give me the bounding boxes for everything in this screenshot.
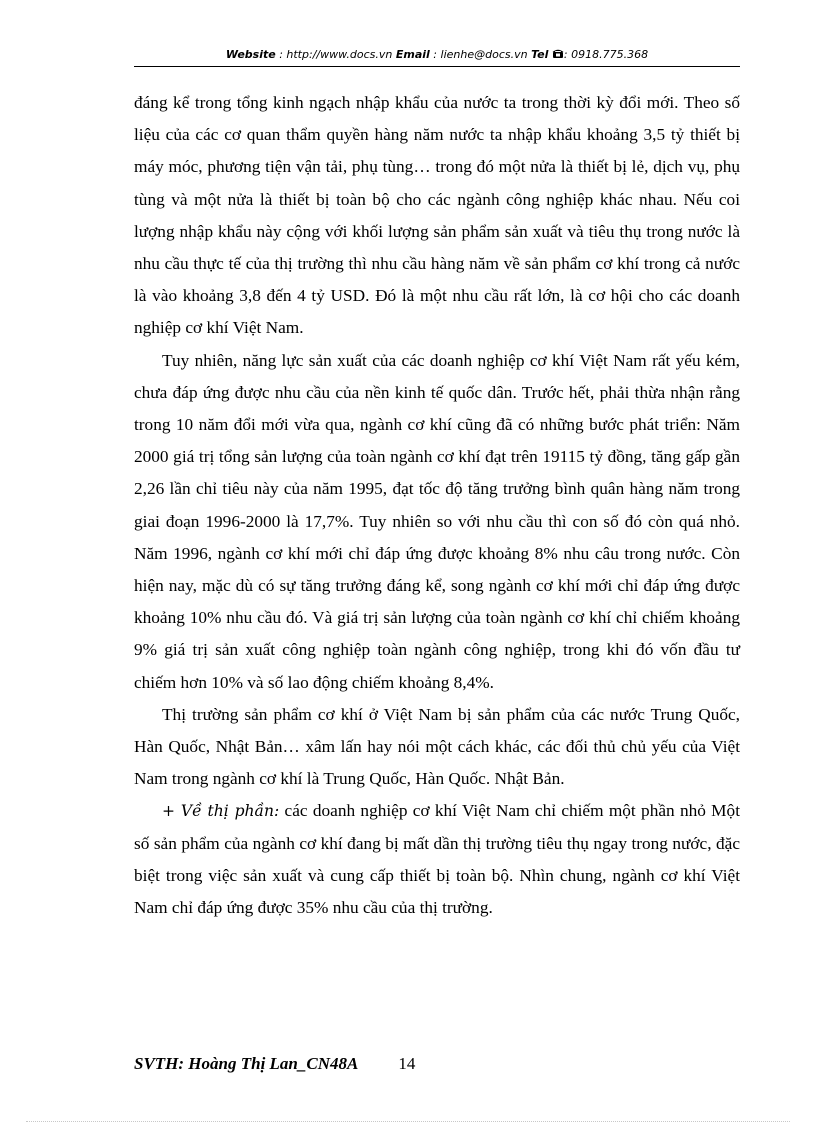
tel-label: Tel	[531, 48, 549, 61]
page-footer	[134, 1054, 415, 1074]
email-label: Email	[395, 48, 430, 61]
paragraph-1: đáng kể trong tổng kinh ngạch nhập khẩu của nước ta trong thời kỳ đổi mới. Theo số liệu của các cơ quan thẩm quyền hàng năm nước ta nhập khẩu khoảng 3,5 tỷ thiết bị máy móc, phương tiện vận tải, phụ tùng… trong đó một nửa là thiết bị lẻ, dịch vụ, phụ tùng và một nửa là thiết bị toàn bộ cho các ngành công nghiệp khác nhau. Nếu coi lượng nhập khẩu này cộng với khối lượng sản phẩm sản xuất và tiêu thụ trong nước là nhu cầu thực tế của thị trường thì nhu cầu hàng năm về sản phẩm cơ khí trong cả nước là vào khoảng 3,8 đến 4 tỷ USD. Đó là một nhu cầu rất lớn, là cơ hội cho các doanh nghiệp cơ khí Việt Nam.	[134, 93, 740, 338]
email-address[interactable]: : lienhe@docs.vn	[429, 48, 532, 61]
header-divider	[134, 66, 740, 67]
main-text	[134, 87, 740, 924]
paragraph-4-text: các doanh nghiệp cơ khí Việt Nam chỉ chiếm một phần nhỏ Một số sản phẩm của ngành cơ khí đang bị mất dần thị trường tiêu thụ ngay trong nước, đặc biệt trong việc sản xuất và cung cấp thiết bị toàn bộ. Nhìn chung, ngành cơ khí Việt Nam chỉ đáp ứng được 35% nhu cầu của thị trường.	[134, 801, 740, 918]
paragraph-2: Tuy nhiên, năng lực sản xuất của các doanh nghiệp cơ khí Việt Nam rất yếu kém, chưa đáp ứng được nhu cầu của nền kinh tế quốc dân. Trước hết, phải thừa nhận rằng trong 10 năm đổi mới vừa qua, ngành cơ khí cũng đã có những bước phát triển: Năm 2000 giá trị tổng sản lượng của toàn ngành cơ khí đạt trên 19115 tỷ đồng, tăng gấp gần 2,26 lần chỉ tiêu này của năm 1995, đạt tốc độ tăng trưởng bình quân hàng năm trong giai đoạn 1996-2000 là 17,7%. Tuy nhiên so với nhu cầu thì con số đó còn quá nhỏ. Năm 1996, ngành cơ khí mới chỉ đáp ứng được khoảng 8% nhu câu trong nước. Còn hiện nay, mặc dù có sự tăng trưởng đáng kể, song ngành cơ khí mới chỉ đáp ứng được khoảng 10% nhu cầu đó. Và giá trị sản lượng của toàn ngành cơ khí chỉ chiếm khoảng 9% giá trị sản xuất công nghiệp toàn ngành công nghiệp, trong khi đó vốn đầu tư chiếm hơn 10% và số lao động chiếm khoảng 8,4%.	[134, 350, 740, 692]
website-url[interactable]: : http://www.docs.vn	[275, 48, 396, 61]
page-number: 14	[398, 1054, 416, 1073]
website-label: Website	[225, 48, 276, 61]
page-header	[134, 48, 740, 61]
paragraph-3: Thị trường sản phẩm cơ khí ở Việt Nam bị sản phẩm của các nước Trung Quốc, Hàn Quốc, Nhật Bản… xâm lấn hay nói một cách khác, các đối thủ chủ yếu của Việt Nam trong ngành cơ khí là Trung Quốc, Hàn Quốc. Nhật Bản.	[134, 704, 740, 789]
market-share-label: + Về thị phần:	[162, 802, 280, 821]
tel-number: : 0918.775.368	[563, 48, 649, 61]
page-bottom-border	[26, 1121, 790, 1122]
phone-icon	[552, 48, 564, 61]
paragraph-4	[134, 795, 740, 924]
author-credit: SVTH: Hoàng Thị Lan_CN48A	[134, 1054, 359, 1073]
